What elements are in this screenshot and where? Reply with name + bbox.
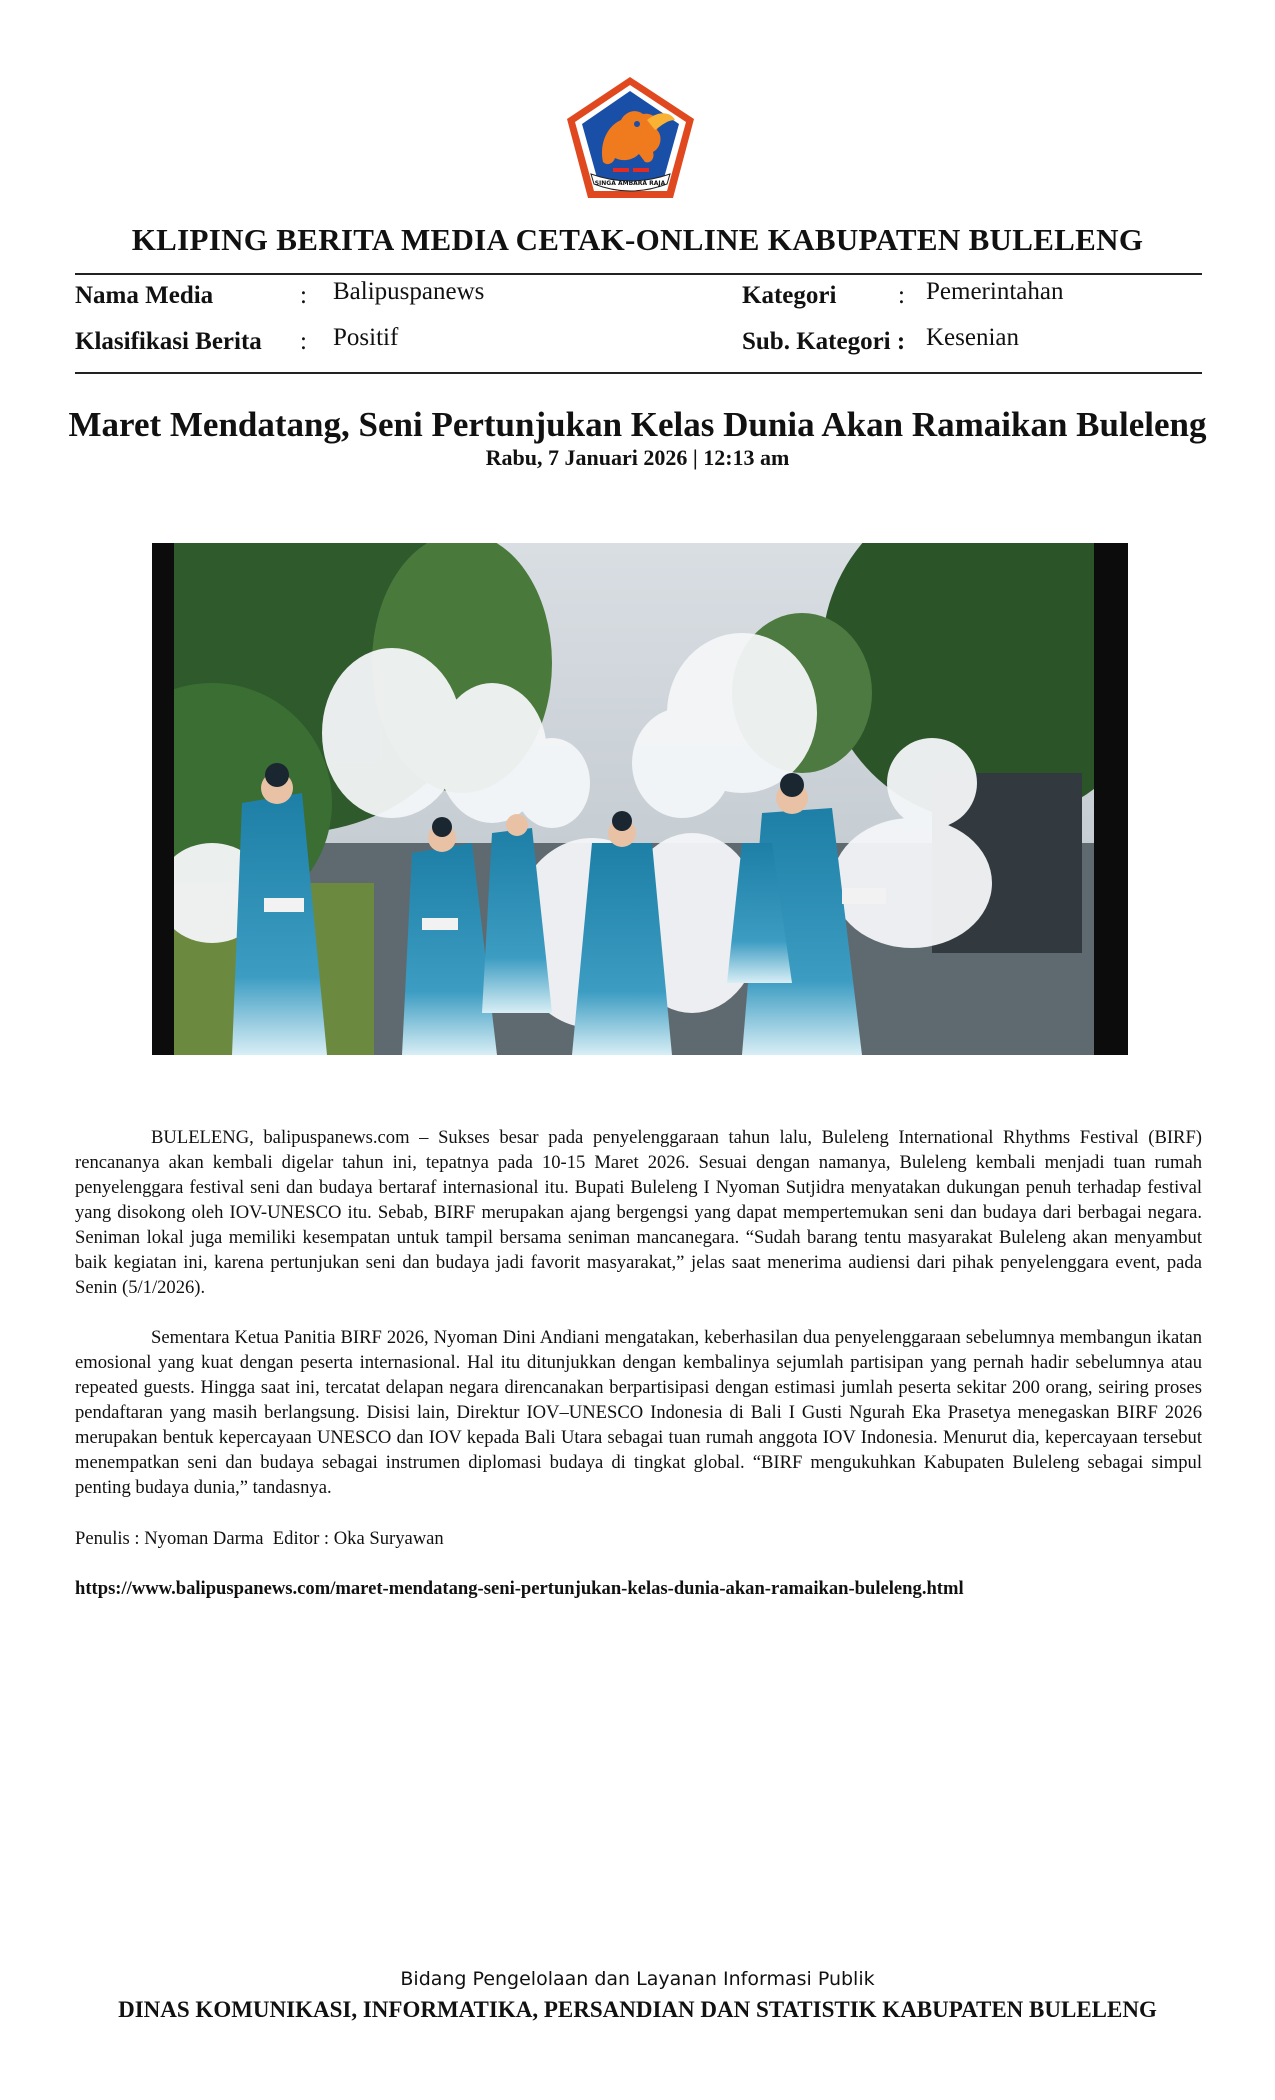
footer-division: Bidang Pengelolaan dan Layanan Informasi Publik bbox=[400, 1968, 875, 1990]
header-divider-bottom bbox=[75, 372, 1202, 374]
article-source-url: https://www.balipuspanews.com/maret-mendatang-seni-pertunjukan-kelas-dunia-akan-ramaikan-buleleng.html bbox=[75, 1578, 964, 1599]
klasifikasi-value: Positif bbox=[333, 324, 399, 351]
editor-credit: Editor : Oka Suryawan bbox=[272, 1528, 444, 1549]
article-credits bbox=[75, 1528, 444, 1550]
kategori-value: Pemerintahan bbox=[926, 278, 1064, 305]
subkategori-value: Kesenian bbox=[926, 324, 1020, 351]
klasifikasi-separator: : bbox=[300, 328, 307, 355]
article-paragraph-1: BULELENG, balipuspanews.com – Sukses besar pada penyelenggaraan tahun lalu, Buleleng International Rhythms Festival (BIRF) rencananya akan kembali digelar tahun ini, tepatnya pada 10-15 Maret 2026. Sesuai dengan namanya, Buleleng kembali menjadi tuan rumah penyelenggara festival seni dan budaya bertaraf internasional itu. Bupati Buleleng I Nyoman Sutjidra menyatakan dukungan penuh terhadap festival yang disokong oleh IOV-UNESCO itu. Sebab, BIRF merupakan ajang bergengsi yang dapat mempertemukan seni dan budaya dari berbagai negara. Seniman lokal juga memiliki kesempatan untuk tampil bersama seniman mancanegara. “Sudah barang tentu masyarakat Buleleng akan menyambut baik kegiatan ini, karena pertunjukan seni dan budaya jadi favorit masyarakat,” jelas saat menerima audiensi dari pihak penyelenggara event, pada Senin (5/1/2026). bbox=[75, 1127, 1202, 1298]
kategori-separator: : bbox=[898, 282, 905, 309]
header-divider-top bbox=[75, 273, 1202, 275]
media-label: Nama Media bbox=[75, 282, 214, 309]
article-title: Maret Mendatang, Seni Pertunjukan Kelas Dunia Akan Ramaikan Buleleng bbox=[68, 405, 1207, 444]
clipping-header-title: KLIPING BERITA MEDIA CETAK-ONLINE KABUPATEN BULELENG bbox=[131, 222, 1144, 257]
kategori-label: Kategori bbox=[742, 282, 837, 309]
media-value: Balipuspanews bbox=[333, 278, 485, 305]
subkategori-label: Sub. Kategori : bbox=[742, 328, 906, 355]
footer-agency: DINAS KOMUNIKASI, INFORMATIKA, PERSANDIAN DAN STATISTIK KABUPATEN BULELENG bbox=[118, 1997, 1157, 2022]
singa-ambara-raja-crest-icon bbox=[563, 74, 698, 202]
fan-dance-parade-photo-icon bbox=[152, 543, 1128, 1055]
article-paragraph-2: Sementara Ketua Panitia BIRF 2026, Nyoman Dini Andiani mengatakan, keberhasilan dua penyelenggaraan sebelumnya membangun ikatan emosional yang kuat dengan peserta internasional. Hal itu ditunjukkan dengan kembalinya sejumlah partisipan yang pernah hadir sebelumnya atau repeated guests. Hingga saat ini, tercatat delapan negara direncanakan berpartisipasi dengan estimasi jumlah peserta sekitar 200 orang, seiring proses pendaftaran yang masih berlangsung. Disisi lain, Direktur IOV–UNESCO Indonesia di Bali I Gusti Ngurah Eka Prasetya menegaskan BIRF 2026 merupakan bentuk kepercayaan UNESCO dan IOV kepada Bali Utara sebagai tuan rumah anggota IOV Indonesia. Menurut dia, kepercayaan tersebut menempatkan seni dan budaya sebagai instrumen diplomasi budaya di tingkat global. “BIRF mengukuhkan Kabupaten Buleleng sebagai simpul penting budaya dunia,” tandasnya. bbox=[75, 1327, 1202, 1498]
writer-credit: Penulis : Nyoman Darma bbox=[75, 1528, 264, 1549]
klasifikasi-label: Klasifikasi Berita bbox=[75, 328, 262, 355]
article-date: Rabu, 7 Januari 2026 | 12:13 am bbox=[485, 445, 790, 470]
media-separator: : bbox=[300, 282, 307, 309]
logo-motto: SINGA AMBARA RAJA bbox=[594, 180, 666, 187]
